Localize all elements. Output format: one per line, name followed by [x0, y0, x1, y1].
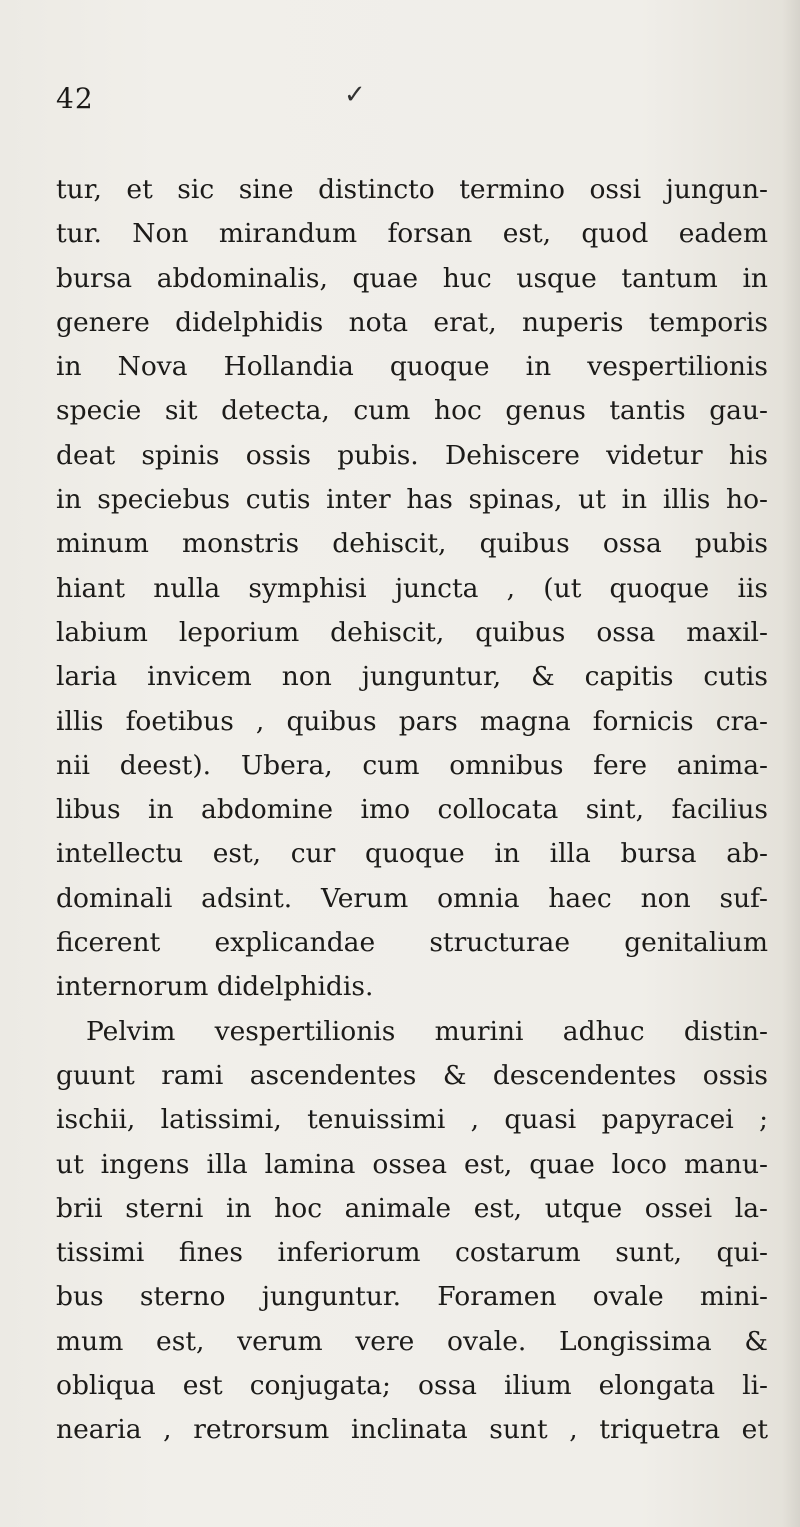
text-line: ischii, latissimi, tenuissimi , quasi papyracei ; [56, 1104, 768, 1136]
text-line: dominali adsint. Verum omnia haec non suf- [56, 882, 768, 914]
text-line: brii sterni in hoc animale est, utque ossei la- [56, 1192, 768, 1224]
text-line: obliqua est conjugata; ossa ilium elongata li- [56, 1370, 768, 1402]
text-line: tur. Non mirandum forsan est, quod eadem [56, 218, 768, 250]
text-line: mum est, verum vere ovale. Longissima & [56, 1325, 768, 1357]
text-line: bursa abdominalis, quae huc usque tantum in [56, 262, 768, 294]
text-line: illis foetibus , quibus pars magna fornicis cra- [56, 705, 768, 737]
text-line: tissimi fines inferiorum costarum sunt, qui- [56, 1237, 768, 1269]
text-line: ficerent explicandae structurae genitalium [56, 927, 768, 959]
text-line: deat spinis ossis pubis. Dehiscere videtur his [56, 439, 768, 471]
text-line: genere didelphidis nota erat, nuperis temporis [56, 306, 768, 338]
check-mark-icon: ✓ [344, 80, 366, 110]
text-line: nearia , retrorsum inclinata sunt , triquetra et [56, 1414, 768, 1446]
text-line: Pelvim vespertilionis murini adhuc distin- [86, 1015, 768, 1047]
page-number: 42 [56, 82, 94, 115]
text-line: labium leporium dehiscit, quibus ossa maxil- [56, 616, 768, 648]
text-line: specie sit detecta, cum hoc genus tantis gau- [56, 395, 768, 427]
text-line: guunt rami ascendentes & descendentes ossis [56, 1059, 768, 1091]
body-text [56, 168, 768, 1453]
page-edge-shadow [782, 0, 800, 1527]
text-line: bus sterno junguntur. Foramen ovale mini- [56, 1281, 768, 1313]
text-line: in Nova Hollandia quoque in vespertilionis [56, 351, 768, 383]
text-line: nii deest). Ubera, cum omnibus fere anima- [56, 749, 768, 781]
text-line: minum monstris dehiscit, quibus ossa pubis [56, 528, 768, 560]
text-line: hiant nulla symphisi juncta , (ut quoque iis [56, 572, 768, 604]
text-line: intellectu est, cur quoque in illa bursa ab- [56, 838, 768, 870]
text-line: laria invicem non junguntur, & capitis cutis [56, 661, 768, 693]
text-line: in speciebus cutis inter has spinas, ut in illis ho- [56, 484, 768, 516]
text-line: libus in abdomine imo collocata sint, facilius [56, 794, 768, 826]
text-line: internorum didelphidis. [56, 971, 374, 1003]
text-line: ut ingens illa lamina ossea est, quae loco manu- [56, 1148, 768, 1180]
text-line: tur, et sic sine distincto termino ossi jungun- [56, 174, 768, 205]
